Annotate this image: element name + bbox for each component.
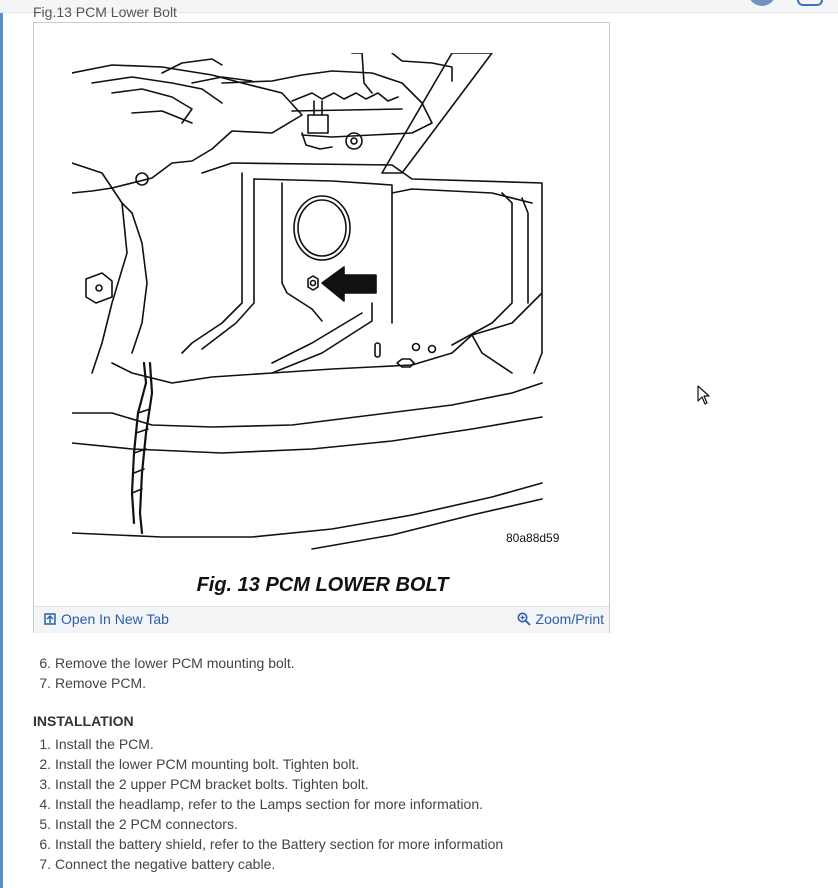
figure-panel — [33, 22, 610, 633]
zoom-print-button[interactable] — [517, 611, 604, 627]
list-item: 7. Connect the negative battery cable. — [39, 856, 276, 872]
list-item: 7. Remove PCM. — [39, 675, 147, 691]
mouse-pointer-icon — [697, 385, 711, 405]
list-item: 5. Install the 2 PCM connectors. — [39, 816, 238, 832]
image-code: 80a88d59 — [506, 531, 560, 545]
figure-caption: Fig.13 PCM Lower Bolt — [33, 4, 177, 20]
removal-steps-list — [33, 653, 295, 693]
avatar[interactable] — [748, 0, 776, 6]
list-item: 3. Install the 2 upper PCM bracket bolts. Tighten bolt. — [39, 776, 369, 792]
figure-toolbar — [34, 606, 609, 633]
installation-heading: INSTALLATION — [33, 713, 134, 729]
installation-steps-list — [33, 734, 503, 874]
zoom-print-label: Zoom/Print — [535, 611, 604, 627]
open-in-new-tab-label: Open In New Tab — [61, 611, 169, 627]
list-item: 6. Remove the lower PCM mounting bolt. — [39, 655, 295, 671]
list-item: 6. Install the battery shield, refer to the Battery section for more information — [39, 836, 504, 852]
list-item: 4. Install the headlamp, refer to the Lamps section for more information. — [39, 796, 483, 812]
notification-icon[interactable] — [797, 0, 823, 6]
open-in-new-tab-button[interactable] — [44, 611, 169, 627]
zoom-icon — [517, 612, 531, 626]
figure-title: Fig. 13 PCM LOWER BOLT — [196, 574, 449, 596]
list-item: 1. Install the PCM. — [39, 736, 154, 752]
left-edge-bar — [0, 0, 3, 888]
open-in-new-tab-icon — [44, 613, 56, 625]
pcm-lower-bolt-diagram[interactable] — [72, 53, 582, 553]
list-item: 2. Install the lower PCM mounting bolt. Tighten bolt. — [39, 756, 360, 772]
